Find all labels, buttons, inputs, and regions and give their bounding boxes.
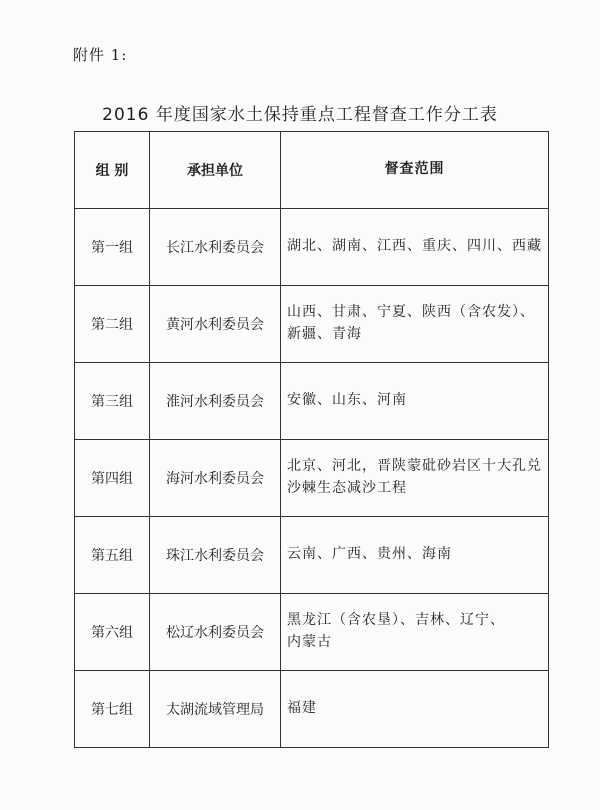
row-group: 第一组 — [75, 209, 150, 286]
row-scope — [281, 209, 549, 286]
row-scope — [281, 286, 549, 363]
scope-line: 黑龙江（含农垦）、吉林、辽宁、 — [287, 612, 505, 629]
row-scope — [281, 671, 549, 748]
row-group: 第六组 — [75, 594, 150, 671]
row-scope — [281, 440, 549, 517]
header-scope: 督查范围 — [281, 132, 549, 209]
scope-line: 山西、甘肃、宁夏、陕西（含农发）、 — [287, 304, 535, 321]
table-row — [75, 517, 549, 594]
scope-line: 湖北、湖南、江西、重庆、四川、西藏 — [287, 238, 542, 255]
row-unit: 黄河水利委员会 — [150, 286, 281, 363]
table-header-row — [75, 132, 549, 209]
row-scope — [281, 594, 549, 671]
scope-line: 北京、河北，晋陕蒙砒砂岩区十大孔兑 — [287, 458, 542, 475]
scope-line: 沙棘生态减沙工程 — [287, 480, 407, 496]
row-group: 第五组 — [75, 517, 150, 594]
table-row — [75, 440, 549, 517]
row-group: 第二组 — [75, 286, 150, 363]
table-row — [75, 594, 549, 671]
row-unit: 长江水利委员会 — [150, 209, 281, 286]
scope-line: 云南、广西、贵州、海南 — [287, 546, 452, 563]
scope-line: 安徽、山东、河南 — [287, 392, 407, 409]
assignment-table — [74, 131, 549, 748]
header-group: 组 别 — [75, 132, 150, 209]
document-title: 2016 年度国家水土保持重点工程督查工作分工表 — [102, 105, 498, 125]
row-unit: 珠江水利委员会 — [150, 517, 281, 594]
row-unit: 松辽水利委员会 — [150, 594, 281, 671]
row-scope — [281, 517, 549, 594]
attachment-label: 附件 1: — [73, 46, 128, 64]
scope-line: 福建 — [287, 700, 317, 717]
row-unit: 海河水利委员会 — [150, 440, 281, 517]
scope-line: 内蒙古 — [287, 634, 332, 650]
table-row — [75, 286, 549, 363]
row-unit: 太湖流域管理局 — [150, 671, 281, 748]
header-unit: 承担单位 — [150, 132, 281, 209]
row-group: 第七组 — [75, 671, 150, 748]
scope-line: 新疆、青海 — [287, 326, 362, 342]
table-row — [75, 363, 549, 440]
row-scope — [281, 363, 549, 440]
row-group: 第三组 — [75, 363, 150, 440]
row-group: 第四组 — [75, 440, 150, 517]
table-row — [75, 671, 549, 748]
row-unit: 淮河水利委员会 — [150, 363, 281, 440]
table-row — [75, 209, 549, 286]
